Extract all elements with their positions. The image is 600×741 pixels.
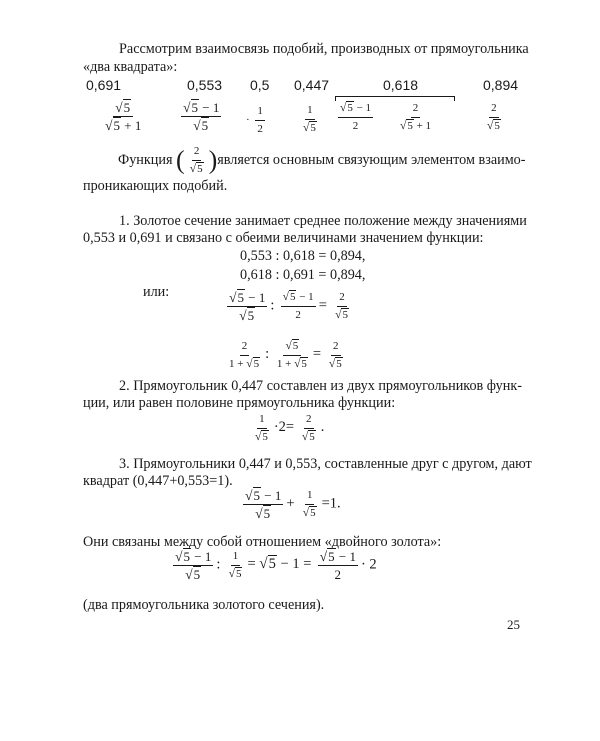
- item1-line-2: 0,553 и 0,691 и связано с обеими величинами значением функции:: [83, 230, 484, 246]
- formula-0618-a: $\frac{√5 - 1}{2}$: [340, 102, 372, 132]
- intro-line-1: Рассмотрим взаимосвязь подобий, производных от прямоугольника: [119, 41, 529, 57]
- value-0447: 0,447: [294, 77, 330, 93]
- item1-eq-1: 0,553 : 0,618 = 0,894,: [240, 248, 366, 264]
- item3-formula: $\frac{√5 - 1}{√5}$ + $\frac{1}{√5}$ =1.: [245, 488, 341, 521]
- page-number: 25: [507, 617, 520, 632]
- item1-line-1: 1. Золотое сечение занимает среднее положение между значениями: [119, 213, 527, 229]
- item1-formula-1: $\frac{√5 - 1}{√5}$ : $\frac{√5 - 1}{2}$ = $\frac{2}{√5}$: [229, 290, 348, 323]
- function-label: Функция: [118, 151, 173, 168]
- golden-formula: $\frac{√5 - 1}{√5}$ : $\frac{1}{√5}$ = √5 − 1 = $\frac{√5 - 1}{2}$ · 2: [175, 549, 377, 582]
- item3-line-1: 3. Прямоугольники 0,447 и 0,553, составленные друг с другом, дают: [119, 456, 532, 472]
- formula-0691: $\frac{√5}{√5 + 1}$: [105, 100, 142, 133]
- formula-0553: $\frac{√5 - 1}{√5}$: [183, 100, 220, 133]
- item2-line-1: 2. Прямоугольник 0,447 составлен из двух прямоугольников функ-: [119, 378, 522, 394]
- formula-0447: $\frac{1}{√5}$: [303, 104, 316, 134]
- intro-line-2: «два квадрата»:: [83, 59, 178, 75]
- item3-line-2: квадрат (0,447+0,553=1).: [83, 473, 233, 489]
- function-text-1: является основным связующим элементом взаимо-: [217, 151, 526, 168]
- value-0691: 0,691: [86, 77, 122, 93]
- formula-05: · $\frac{1}{2}$: [246, 105, 263, 135]
- value-0894: 0,894: [483, 77, 519, 93]
- item2-line-2: ции, или равен половине прямоугольника функции:: [83, 395, 396, 411]
- item1-or: или:: [143, 284, 170, 300]
- function-line-1: Функция ( $\frac{2}{√5}$ )является основным связующим элементом взаимо-: [118, 145, 526, 175]
- formula-0894: $\frac{2}{√5}$: [487, 102, 500, 132]
- value-0553: 0,553: [187, 77, 223, 93]
- value-0618: 0,618: [383, 77, 419, 93]
- formula-0618-b: $\frac{2}{√5 + 1}$: [400, 102, 432, 132]
- golden-note: (два прямоугольника золотого сечения).: [83, 597, 325, 613]
- item1-eq-2: 0,618 : 0,691 = 0,894,: [240, 267, 366, 283]
- function-line-2: проникающих подобий.: [83, 178, 228, 194]
- golden-line: Они связаны между собой отношением «двойного золота»:: [83, 534, 442, 550]
- bracket-0618: [335, 96, 455, 97]
- item2-formula: $\frac{1}{√5}$ ·2= $\frac{2}{√5}$ .: [255, 413, 325, 443]
- value-05: 0,5: [250, 77, 270, 93]
- item1-formula-2: $\frac{2}{1 + √5}$ : $\frac{√5}{1 + √5}$ = $\frac{2}{√5}$: [229, 340, 342, 370]
